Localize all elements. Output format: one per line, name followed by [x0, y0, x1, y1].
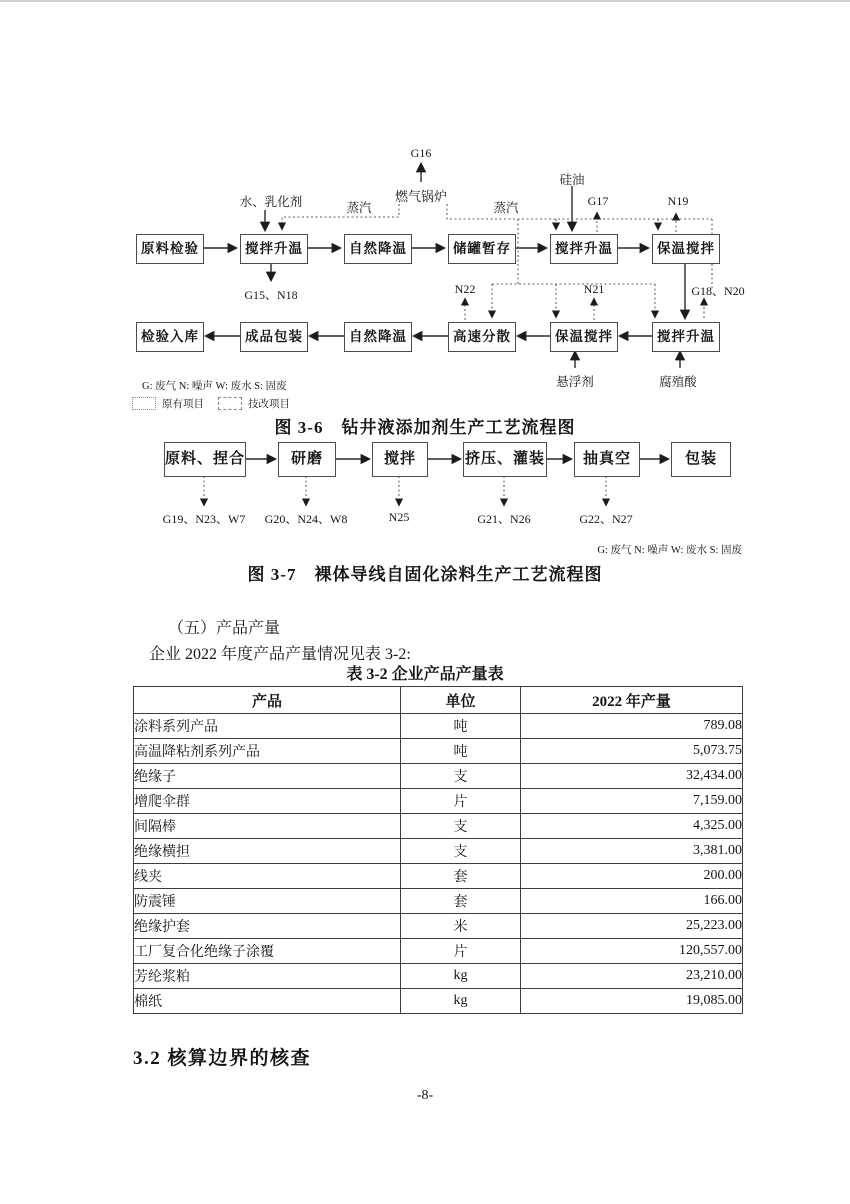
- figure-3-6-caption: 图 3-6 钻井液添加剂生产工艺流程图: [274, 418, 576, 437]
- unit-cell: kg: [401, 989, 521, 1014]
- input-label-water-emulsifier: 水、乳化剂: [239, 195, 303, 209]
- process-step: 原料、捏合: [164, 442, 246, 477]
- process-step: 研磨: [278, 442, 336, 477]
- emission-label-g15-n18: G15、N18: [244, 288, 298, 302]
- header-product: 产品: [134, 687, 401, 714]
- qty-cell: 7,159.00: [521, 789, 743, 814]
- header-output-2022: 2022 年产量: [521, 687, 743, 714]
- table-3-2-title: 表 3-2 企业产品产量表: [346, 666, 504, 683]
- process-step: 抽真空: [574, 442, 640, 477]
- process-step: 高速分散: [448, 322, 516, 352]
- product-cell: 防震锤: [134, 889, 401, 914]
- table-row: [134, 814, 743, 839]
- figure-3-6-emission-legend: G: 废气 N: 噪声 W: 废水 S: 固废: [142, 381, 287, 392]
- process-step: 搅拌: [372, 442, 428, 477]
- unit-cell: 支: [401, 814, 521, 839]
- process-step: 搅拌升温: [550, 234, 618, 264]
- figure-3-7-emission-legend: G: 废气 N: 噪声 W: 废水 S: 固废: [597, 545, 742, 556]
- emission-label-n19: N19: [667, 194, 689, 208]
- process-step: 原料检验: [136, 234, 204, 264]
- table-header-row: [134, 687, 743, 714]
- unit-cell: 吨: [401, 714, 521, 739]
- emission-label-n21: N21: [583, 282, 605, 296]
- figure-3-7-caption: 图 3-7 裸体导线自固化涂料生产工艺流程图: [247, 565, 603, 584]
- table-row: [134, 889, 743, 914]
- table-row: [134, 964, 743, 989]
- emission-label-g21-n26: G21、N26: [477, 512, 531, 526]
- process-step: 自然降温: [344, 234, 412, 264]
- qty-cell: 3,381.00: [521, 839, 743, 864]
- process-step: 挤压、灌装: [463, 442, 547, 477]
- emission-label-g16: G16: [410, 146, 432, 160]
- unit-cell: 吨: [401, 739, 521, 764]
- gas-boiler-label: 燃气锅炉: [394, 189, 447, 204]
- original-project-label: 原有项目: [162, 399, 204, 410]
- process-step: 包装: [671, 442, 731, 477]
- qty-cell: 166.00: [521, 889, 743, 914]
- product-cell: 绝缘子: [134, 764, 401, 789]
- process-step: 储罐暂存: [448, 234, 516, 264]
- unit-cell: 片: [401, 789, 521, 814]
- figure-3-6-project-legend: [132, 396, 290, 411]
- qty-cell: 789.08: [521, 714, 743, 739]
- product-cell: 工厂复合化绝缘子涂覆: [134, 939, 401, 964]
- process-step: 成品包装: [240, 322, 308, 352]
- production-table: [133, 686, 743, 1014]
- product-cell: 绝缘横担: [134, 839, 401, 864]
- input-label-humic-acid: 腐殖酸: [659, 375, 697, 389]
- emission-label-g18-n20: G18、N20: [691, 284, 745, 298]
- qty-cell: 120,557.00: [521, 939, 743, 964]
- renovation-project-label: 技改项目: [248, 399, 290, 410]
- header-unit: 单位: [401, 687, 521, 714]
- qty-cell: 19,085.00: [521, 989, 743, 1014]
- product-cell: 间隔棒: [134, 814, 401, 839]
- subsection-heading-product-output: （五）产品产量: [168, 620, 281, 637]
- original-project-box-icon: [132, 397, 156, 410]
- product-cell: 线夹: [134, 864, 401, 889]
- table-row: [134, 914, 743, 939]
- emission-label-n25: N25: [388, 510, 410, 524]
- unit-cell: 支: [401, 764, 521, 789]
- product-cell: 增爬伞群: [134, 789, 401, 814]
- unit-cell: 片: [401, 939, 521, 964]
- input-label-suspension-agent: 悬浮剂: [556, 375, 594, 389]
- qty-cell: 23,210.00: [521, 964, 743, 989]
- process-step: 保温搅拌: [652, 234, 720, 264]
- unit-cell: 米: [401, 914, 521, 939]
- emission-label-g22-n27: G22、N27: [579, 512, 633, 526]
- figure-3-6-flowchart: [120, 140, 780, 425]
- process-step: 自然降温: [344, 322, 412, 352]
- qty-cell: 4,325.00: [521, 814, 743, 839]
- scan-artifact-line: [0, 0, 850, 2]
- emission-label-n22: N22: [454, 282, 476, 296]
- qty-cell: 32,434.00: [521, 764, 743, 789]
- product-cell: 高温降粘剂系列产品: [134, 739, 401, 764]
- qty-cell: 200.00: [521, 864, 743, 889]
- table-row: [134, 864, 743, 889]
- product-cell: 棉纸: [134, 989, 401, 1014]
- unit-cell: 套: [401, 889, 521, 914]
- steam-label-right: 蒸汽: [493, 201, 519, 215]
- product-cell: 绝缘护套: [134, 914, 401, 939]
- section-3-2-heading: 3.2 核算边界的核查: [133, 1048, 312, 1069]
- process-step: 搅拌升温: [240, 234, 308, 264]
- table-row: [134, 789, 743, 814]
- emission-label-g19-n23-w7: G19、N23、W7: [162, 512, 246, 526]
- table-row: [134, 764, 743, 789]
- emission-label-g20-n24-w8: G20、N24、W8: [264, 512, 348, 526]
- table-row: [134, 839, 743, 864]
- process-step: 搅拌升温: [652, 322, 720, 352]
- qty-cell: 5,073.75: [521, 739, 743, 764]
- unit-cell: kg: [401, 964, 521, 989]
- process-step: 保温搅拌: [550, 322, 618, 352]
- qty-cell: 25,223.00: [521, 914, 743, 939]
- product-cell: 涂料系列产品: [134, 714, 401, 739]
- table-row: [134, 714, 743, 739]
- table-intro-text: 企业 2022 年度产品产量情况见表 3-2:: [149, 646, 411, 663]
- renovation-project-box-icon: [218, 397, 242, 410]
- input-label-silicone-oil: 硅油: [559, 173, 585, 187]
- table-row: [134, 989, 743, 1014]
- figure-3-7-flowchart: [120, 440, 780, 565]
- page-number: -8-: [416, 1088, 434, 1103]
- unit-cell: 支: [401, 839, 521, 864]
- steam-label-left: 蒸汽: [346, 201, 372, 215]
- unit-cell: 套: [401, 864, 521, 889]
- emission-label-g17: G17: [587, 194, 609, 208]
- table-row: [134, 939, 743, 964]
- table-row: [134, 739, 743, 764]
- process-step: 检验入库: [136, 322, 204, 352]
- production-table-body: [134, 714, 743, 1014]
- product-cell: 芳纶浆粕: [134, 964, 401, 989]
